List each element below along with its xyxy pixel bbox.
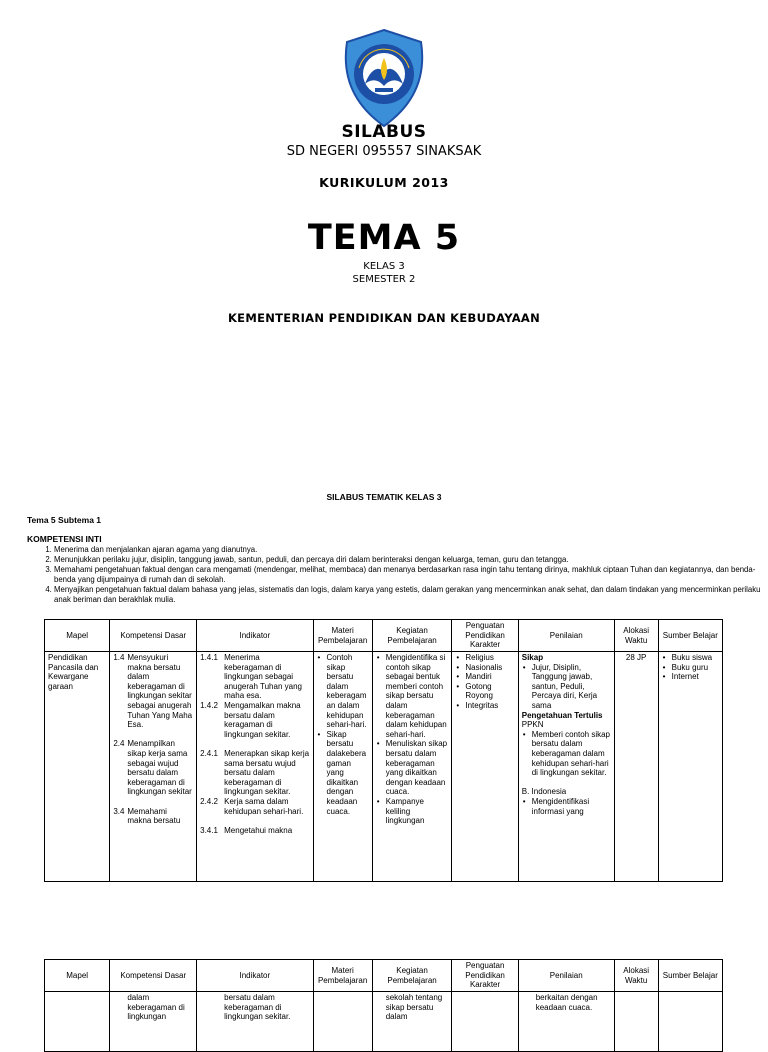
- indikator-number: 1.4.1: [200, 653, 218, 662]
- indikator-number: 1.4.2: [200, 700, 218, 710]
- indikator-text: Menerima keberagaman di lingkungan sebagai anugerah Tuhan yang maha esa.: [224, 653, 302, 701]
- ki-item: 2. Menunjukkan perilaku jujur, disiplin, tanggung jawab, santun, peduli, dan percaya diri dalam berinteraksi dengan keluarga, teman, guru dan tetangga.: [54, 555, 764, 565]
- cell-sumber: [658, 652, 722, 882]
- subtema-label: Tema 5 Subtema 1: [27, 515, 102, 525]
- cell-alokasi: [614, 992, 658, 1052]
- ppkn-list: [522, 730, 611, 778]
- kd-text: Mensyukuri makna bersatu dalam keberagaman di lingkungan sekitar sebagai anugerah Tuhan Yang Maha Esa.: [127, 653, 193, 730]
- materi-item: • Sikap bersatu dalakebera gaman yang dikaitkan dengan keadaan cuaca.: [327, 730, 369, 816]
- header-indikator: Indikator: [197, 960, 313, 992]
- cell-materi: [313, 992, 372, 1052]
- bindo-label: B. Indonesia: [521, 787, 567, 797]
- silabus-table-continued: [44, 959, 723, 1052]
- kegiatan-item: • Kampanye keliling lingkungan: [386, 797, 449, 826]
- karakter-item: • Nasionalis: [465, 663, 514, 673]
- karakter-item: • Integritas: [465, 701, 514, 711]
- materi-item: • Contoh sikap bersatu dalam keberagam an dalam kehidupan sehari-hari.: [327, 653, 369, 730]
- header-sumber: Sumber Belajar: [658, 960, 722, 992]
- kegiatan-item: • Mengidentifika si contoh sikap sebagai bentuk memberi contoh sikap bersatu dalam keberagaman dalam kehidupan sehari-hari.: [386, 653, 449, 739]
- indikator-text: bersatu dalam keberagaman di lingkungan sekitar.: [224, 993, 291, 1022]
- school-name: SD NEGERI 095557 SINAKSAK: [286, 144, 482, 159]
- kd-text: Menampilkan sikap kerja sama sebagai wujud bersatu dalam keberagaman di lingkungan sekitar: [127, 739, 192, 797]
- header-mapel: Mapel: [45, 620, 110, 652]
- kompetensi-inti-heading: KOMPETENSI INTI: [27, 534, 102, 544]
- indikator-text: Kerja sama dalam kehidupan sehari-hari.: [224, 796, 304, 816]
- indikator-item: [200, 653, 309, 701]
- kd-item: [113, 653, 193, 730]
- cell-karakter: [452, 992, 518, 1052]
- kd-text: dalam keberagaman di lingkungan: [127, 993, 185, 1022]
- indikator-item: [200, 701, 309, 739]
- bindo-list: [522, 797, 611, 816]
- indikator-item: [200, 749, 309, 797]
- alokasi-value: 28 JP: [625, 653, 647, 662]
- sikap-item: • Jujur, Disiplin, Tanggung jawab, santun, Peduli, Percaya diri, Kerja sama: [532, 663, 611, 711]
- header-karakter: Penguatan Pendidikan Karakter: [452, 620, 518, 652]
- cell-mapel: [45, 992, 110, 1052]
- header-materi: Materi Pembelajaran: [313, 960, 372, 992]
- header-indikator: Indikator: [197, 620, 313, 652]
- indikator-text: Menerapkan sikap kerja sama bersatu wujud bersatu dalam keberagaman di lingkungan sekitar.: [224, 748, 310, 797]
- kd-number: 3.4: [113, 806, 125, 816]
- table-header-row: [45, 620, 723, 652]
- table-row: [45, 652, 723, 882]
- cell-mapel: [45, 652, 110, 882]
- ki-item: 1. Menerima dan menjalankan ajaran agama yang dianutnya.: [54, 545, 764, 555]
- header-alokasi: Alokasi Waktu: [614, 620, 658, 652]
- kd-text: Memahami makna bersatu: [127, 806, 181, 826]
- kompetensi-inti-list: [27, 545, 764, 605]
- cell-karakter: [452, 652, 518, 882]
- sumber-item: • Internet: [672, 672, 719, 682]
- pengetahuan-label: Pengetahuan Tertulis: [521, 710, 603, 720]
- bindo-item: • Mengidentifikasi informasi yang: [532, 797, 611, 816]
- cover-title: SILABUS: [341, 122, 427, 142]
- ki-item: 3. Memahami pengetahuan faktual dengan cara mengamati (mendengar, melihat, membaca) dan menanya berdasarkan rasa ingin tahu tentang dirinya, makhluk ciptaan Tuhan dan kegiatannya, dan benda-benda yang dijumpainya di rumah dan di sekolah.: [54, 565, 764, 585]
- tut-wuri-handayani-logo: [341, 28, 427, 128]
- sumber-item: • Buku siswa: [672, 653, 719, 663]
- ppkn-label: PPKN: [521, 720, 544, 730]
- cell-sumber: [658, 992, 722, 1052]
- header-kegiatan: Kegiatan Pembelajaran: [372, 620, 452, 652]
- header-sumber: Sumber Belajar: [658, 620, 722, 652]
- kegiatan-text: sekolah tentang sikap bersatu dalam: [385, 993, 443, 1022]
- kd-item: [113, 807, 193, 826]
- cell-penilaian: [518, 992, 614, 1052]
- header-kompetensi-dasar: Kompetensi Dasar: [110, 620, 197, 652]
- indikator-text: Mengamalkan makna bersatu dalam keragaman di lingkungan sekitar.: [224, 700, 301, 739]
- cell-materi: [313, 652, 372, 882]
- indikator-text: Mengetahui makna: [224, 825, 293, 835]
- indikator-item: [200, 826, 309, 836]
- cell-indikator: [197, 992, 313, 1052]
- indikator-item: [200, 797, 309, 816]
- semester-label: SEMESTER 2: [352, 274, 416, 285]
- header-karakter: Penguatan Pendidikan Karakter: [452, 960, 518, 992]
- silabus-table: [44, 619, 723, 882]
- cell-kegiatan: [372, 652, 452, 882]
- ministry-label: KEMENTERIAN PENDIDIKAN DAN KEBUDAYAAN: [227, 311, 541, 325]
- header-alokasi: Alokasi Waktu: [614, 960, 658, 992]
- materi-list: [317, 653, 369, 816]
- penilaian-text: berkaitan dengan keadaan cuaca.: [535, 993, 598, 1012]
- ppkn-item: • Memberi contoh sikap bersatu dalam keberagaman dalam kehidupan sehari-hari di lingkungan sekitar.: [532, 730, 611, 778]
- section-heading: SILABUS TEMATIK KELAS 3: [326, 492, 442, 502]
- indikator-number: 2.4.2: [200, 796, 218, 806]
- karakter-item: • Mandiri: [465, 672, 514, 682]
- table-header-row: [45, 960, 723, 992]
- header-penilaian: Penilaian: [518, 620, 614, 652]
- header-penilaian: Penilaian: [518, 960, 614, 992]
- kd-item: [113, 739, 193, 797]
- kelas-label: KELAS 3: [363, 261, 405, 272]
- sumber-list: [662, 653, 719, 682]
- sikap-list: [522, 663, 611, 711]
- table-row: [45, 992, 723, 1052]
- indikator-number: 2.4.1: [200, 748, 218, 758]
- tema-title: TEMA 5: [307, 218, 461, 258]
- header-kegiatan: Kegiatan Pembelajaran: [372, 960, 452, 992]
- cell-alokasi: [614, 652, 658, 882]
- header-materi: Materi Pembelajaran: [313, 620, 372, 652]
- karakter-list: [455, 653, 514, 711]
- indikator-number: 3.4.1: [200, 825, 218, 835]
- cell-kompetensi-dasar: [110, 992, 197, 1052]
- cell-indikator: [197, 652, 313, 882]
- ki-item: 4. Menyajikan pengetahuan faktual dalam bahasa yang jelas, sistematis dan logis, dalam karya yang estetis, dalam gerakan yang mencerminkan anak sehat, dan dalam tindakan yang mencerminkan perilaku anak beriman dan berakhlak mulia.: [54, 585, 764, 605]
- header-kompetensi-dasar: Kompetensi Dasar: [110, 960, 197, 992]
- karakter-item: • Religius: [465, 653, 514, 663]
- kd-number: 1.4: [113, 653, 125, 662]
- kd-number: 2.4: [113, 739, 125, 749]
- kegiatan-list: [376, 653, 449, 826]
- cell-kegiatan: [372, 992, 452, 1052]
- kegiatan-item: • Menuliskan sikap bersatu dalam keberagaman yang dikaitkan dengan keadaan cuaca.: [386, 739, 449, 797]
- cell-penilaian: [518, 652, 614, 882]
- karakter-item: • Gotong Royong: [465, 682, 514, 701]
- kurikulum-label: KURIKULUM 2013: [319, 175, 449, 190]
- header-mapel: Mapel: [45, 960, 110, 992]
- sikap-label: Sikap: [521, 653, 544, 662]
- cell-kompetensi-dasar: [110, 652, 197, 882]
- sumber-item: • Buku guru: [672, 663, 719, 673]
- mapel-text: Pendidikan Pancasila dan Kewargane garaan: [48, 653, 99, 691]
